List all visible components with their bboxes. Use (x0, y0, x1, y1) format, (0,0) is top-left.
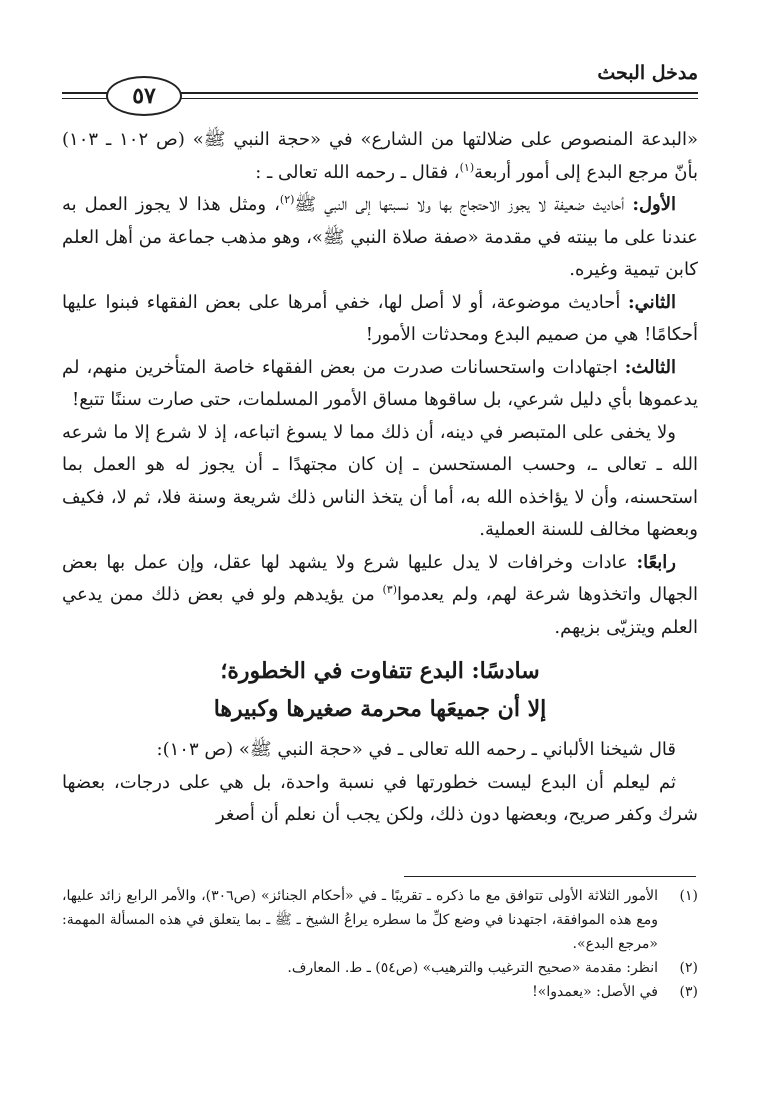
footnote-text-block (62, 956, 658, 980)
footnote-separator (404, 876, 696, 877)
section-heading-line-1: سادسًا: البدع تتفاوت في الخطورة؛ (220, 658, 540, 684)
running-title: مدخل البحث (597, 62, 698, 84)
item-fourth (62, 547, 698, 645)
footnote-ref-1: (١) (459, 160, 475, 174)
footnote-ref-3: (٣) (382, 583, 397, 596)
page-number: ٥٧ (106, 76, 182, 116)
paragraph-text: «البدعة المنصوص على ضلالتها من الشارع» في «حجة النبي ﷺ» (ص ١٠٢ ـ ١٠٣) بأنّ مرجع البدع إلى أمور أربعة (62, 129, 699, 183)
item-text: أحاديث ضعيفة لا يجوز الاحتجاج بها ولا نسبتها إلى النبي ﷺ (294, 194, 633, 215)
section-heading (62, 652, 698, 728)
paragraph-quote-intro: قال شيخنا الألباني ـ رحمه الله تعالى ـ في «حجة النبي ﷺ» (ص ١٠٣): (156, 739, 676, 760)
footnote-number: (٣) (679, 984, 698, 1000)
paragraph-text: ، فقال ـ رحمه الله تعالى ـ : (255, 161, 460, 183)
item-second (62, 287, 698, 352)
page-header (62, 58, 698, 108)
footnote-1 (62, 884, 698, 956)
footnote-number: (٢) (679, 960, 698, 976)
footnote-number: (١) (679, 888, 698, 904)
footnote-text: انظر: مقدمة «صحيح الترغيب والترهيب» (ص٥٤) ـ ط. المعارف. (287, 960, 658, 976)
item-text: اجتهادات واستحسانات صدرت من بعض الفقهاء خاصة المتأخرين منهم، لم يدعموها بأي دليل شرعي، بل ساقوها مساق الأمور المسلمات، حتى صارت سننًا تتبع! (62, 356, 698, 410)
footnote-text-block (62, 884, 658, 956)
item-text: من يؤيدهم ولو في بعض ذلك ممن يدعي العلم ويتزيّى بزيهم. (62, 584, 698, 638)
footnote-ref-2: (٢) (279, 193, 295, 206)
footnote-text-block (62, 980, 658, 1004)
paragraph-intro (62, 124, 698, 189)
item-label: رابعًا: (636, 551, 676, 573)
item-label: الثاني: (627, 291, 676, 313)
item-label: الأول: (632, 194, 677, 215)
item-third (62, 352, 698, 417)
section-heading-line-2: إلا أن جميعَها محرمة صغيرها وكبيرها (213, 696, 547, 722)
footnote-3 (62, 980, 698, 1004)
item-text: أحاديث موضوعة، أو لا أصل لها، خفي أمرها على بعض الفقهاء فبنوا عليها أحكامًا! هي من صميم البدع ومحدثات الأمور! (62, 291, 698, 345)
paragraph-note: ولا يخفى على المتبصر في دينه، أن ذلك مما لا يسوغ اتباعه، إذ لا شرع إلا ما شرعه الله ـ تعالى ـ، وحسب المستحسن ـ إن كان مجتهدًا ـ أن يجوز له هو العمل بما استحسنه، وأن لا يؤاخذه الله به، أما أن يتخذ الناس ذلك شريعة وسنة فلا، ثم لا، فكيف وبعضها مخالف للسنة العملية. (62, 421, 698, 540)
footnote-text: الأمور الثلاثة الأولى تتوافق مع ما ذكره ـ تقريبًا ـ في «أحكام الجنائز» (ص٣٠٦)، والأمر الرابع زائد عليها، ومع هذه الموافقة، اجتهدنا في وضع كلِّ ما سطره يراعُ الشيخ ـ ﷺ ـ بما يتعلق في هذه المسألة المهمة: «مرجع البدع». (62, 888, 658, 952)
item-text: ، ومثل هذا لا يجوز العمل به عندنا على ما بينته في مقدمة «صفة صلاة النبي ﷺ»، وهو مذهب جماعة من أهل العلم كابن تيمية وغيره. (62, 194, 698, 280)
footnote-2 (62, 956, 698, 980)
paragraph-quote: ثم ليعلم أن البدع ليست خطورتها في نسبة واحدة، بل هي على درجات، بعضها شرك وكفر صريح، وبعضها دون ذلك، ولكن يجب أن نعلم أن أصغر (62, 771, 698, 825)
footnote-text: في الأصل: «يعمدوا»! (532, 984, 658, 1000)
item-text: عادات وخرافات لا يدل عليها شرع ولا يشهد لها عقل، وإن عمل بها بعض الجهال واتخذوها شرعة لهم، ولم يعدموا (62, 551, 698, 605)
item-first (62, 189, 698, 287)
body-text (62, 124, 698, 832)
footnotes (62, 884, 698, 1004)
item-label: الثالث: (624, 356, 676, 378)
